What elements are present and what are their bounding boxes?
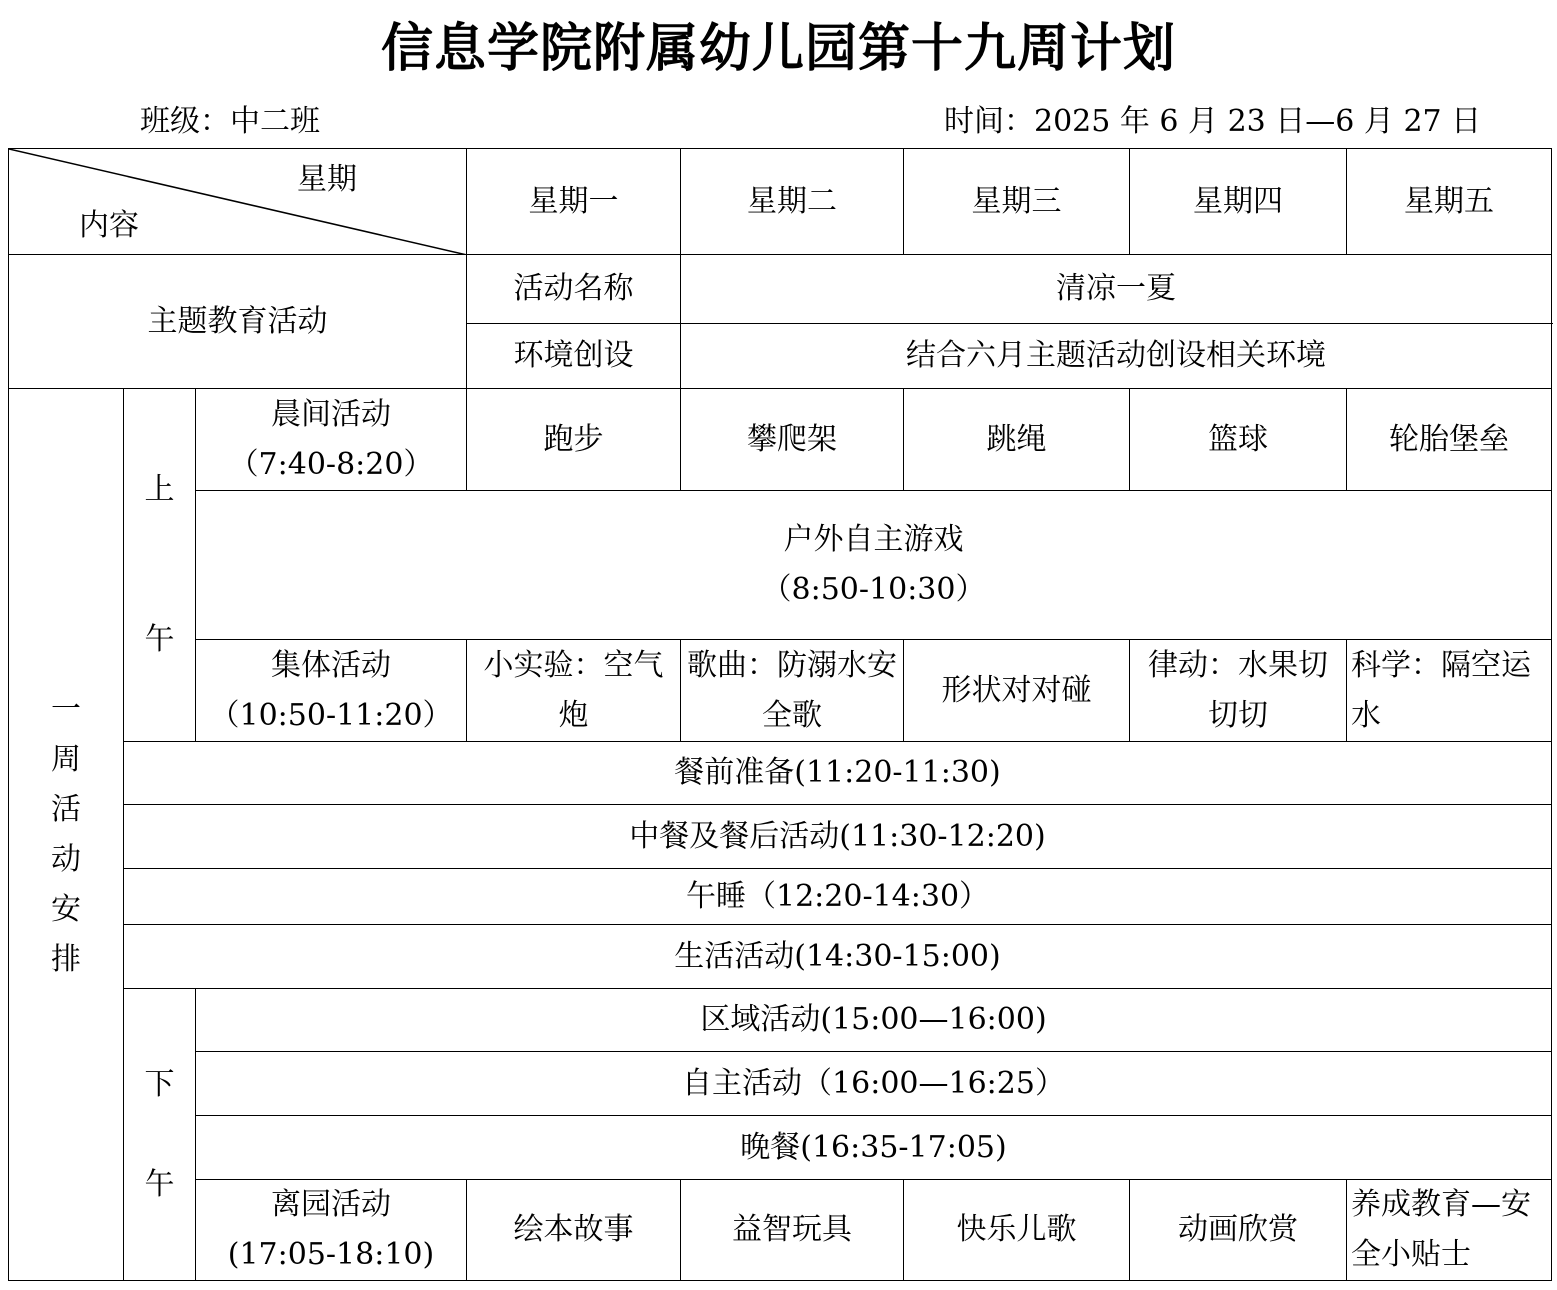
day-header-mon: 星期一 [467,149,681,255]
outdoor-game-time: （8:50-10:30） [761,572,986,607]
week-label-char: 一 [51,691,81,727]
morning-label-char: 上 [144,472,175,507]
afternoon-label-char: 午 [144,1166,175,1202]
leaving-time: (17:05-18:10) [227,1237,435,1272]
morning-exercise-wed: 跳绳 [904,389,1130,491]
nap-row [9,869,1552,925]
day-header-wed: 星期三 [904,149,1130,255]
date-range-label: 时间：2025 年 6 月 23 日—6 月 27 日 [944,104,1482,139]
morning-exercise-tue: 攀爬架 [681,389,904,491]
leaving-tue: 益智玩具 [681,1180,904,1281]
group-activity-fri: 科学：隔空运水 [1347,640,1552,742]
day-header-thu: 星期四 [1130,149,1347,255]
morning-exercise-mon: 跑步 [467,389,681,491]
day-header-tue: 星期二 [681,149,904,255]
morning-exercise-time: （7:40-8:20） [228,446,434,482]
day-header-fri: 星期五 [1347,149,1552,255]
leaving-row [9,1180,1552,1281]
corner-weekday-label: 星期 [297,162,357,197]
leaving-wed: 快乐儿歌 [904,1180,1130,1281]
area-activity-cell: 区域活动(15:00—16:00) [196,989,1552,1052]
group-activity-title: 集体活动 [271,647,391,683]
week-label-char: 排 [51,941,81,977]
pre-meal-row [9,742,1552,805]
lunch-row [9,805,1552,869]
activity-name-value: 清凉一夏 [681,255,1552,324]
weekly-plan-table [8,148,1552,1281]
corner-header-cell [9,149,467,255]
diagonal-line [9,149,467,255]
group-activity-wed: 形状对对碰 [904,640,1130,742]
free-activity-cell: 自主活动（16:00—16:25） [196,1052,1552,1116]
environment-label: 环境创设 [467,324,681,389]
class-label: 班级：中二班 [140,104,320,139]
dinner-cell: 晚餐(16:35-17:05) [196,1116,1552,1180]
group-activity-mon: 小实验：空气炮 [467,640,681,742]
leaving-mon: 绘本故事 [467,1180,681,1281]
group-activity-label [196,640,467,742]
morning-exercise-label [196,389,467,491]
dinner-row [9,1116,1552,1180]
life-activity-cell: 生活活动(14:30-15:00) [124,925,1552,989]
morning-exercise-thu: 篮球 [1130,389,1347,491]
environment-value: 结合六月主题活动创设相关环境 [681,324,1552,389]
week-label-char: 活 [51,791,81,827]
week-activities-label [9,389,124,1281]
week-label-char: 动 [51,841,81,877]
morning-label-char: 午 [144,622,175,657]
corner-content-label: 内容 [79,208,139,243]
header-row [9,149,1552,255]
group-activity-tue: 歌曲：防溺水安全歌 [681,640,904,742]
leaving-label [196,1180,467,1281]
free-activity-row [9,1052,1552,1116]
life-activity-row [9,925,1552,989]
week-label-char: 安 [51,891,81,927]
outdoor-game-title: 户外自主游戏 [783,522,964,557]
morning-exercise-title: 晨间活动 [271,396,391,432]
week-label-char: 周 [51,741,81,777]
lunch-cell: 中餐及餐后活动(11:30-12:20) [124,805,1552,869]
outdoor-game-cell [196,491,1552,640]
leaving-thu: 动画欣赏 [1130,1180,1347,1281]
area-activity-row [9,989,1552,1052]
leaving-fri: 养成教育—安全小贴士 [1347,1180,1552,1281]
group-activity-time: （10:50-11:20） [209,697,453,733]
morning-exercise-fri: 轮胎堡垒 [1347,389,1552,491]
morning-exercise-row [9,389,1552,491]
nap-cell: 午睡（12:20-14:30） [124,869,1552,925]
page-title: 信息学院附属幼儿园第十九周计划 [380,19,1176,79]
morning-label [124,389,196,742]
afternoon-label-char: 下 [144,1066,175,1102]
activity-name-label: 活动名称 [467,255,681,324]
leaving-title: 离园活动 [271,1187,391,1222]
group-activity-row [9,640,1552,742]
pre-meal-cell: 餐前准备(11:20-11:30) [124,742,1552,805]
theme-row-name [9,255,1552,324]
group-activity-thu: 律动：水果切切切 [1130,640,1347,742]
afternoon-label [124,989,196,1281]
theme-label-cell: 主题教育活动 [9,255,467,389]
outdoor-game-row [9,491,1552,640]
